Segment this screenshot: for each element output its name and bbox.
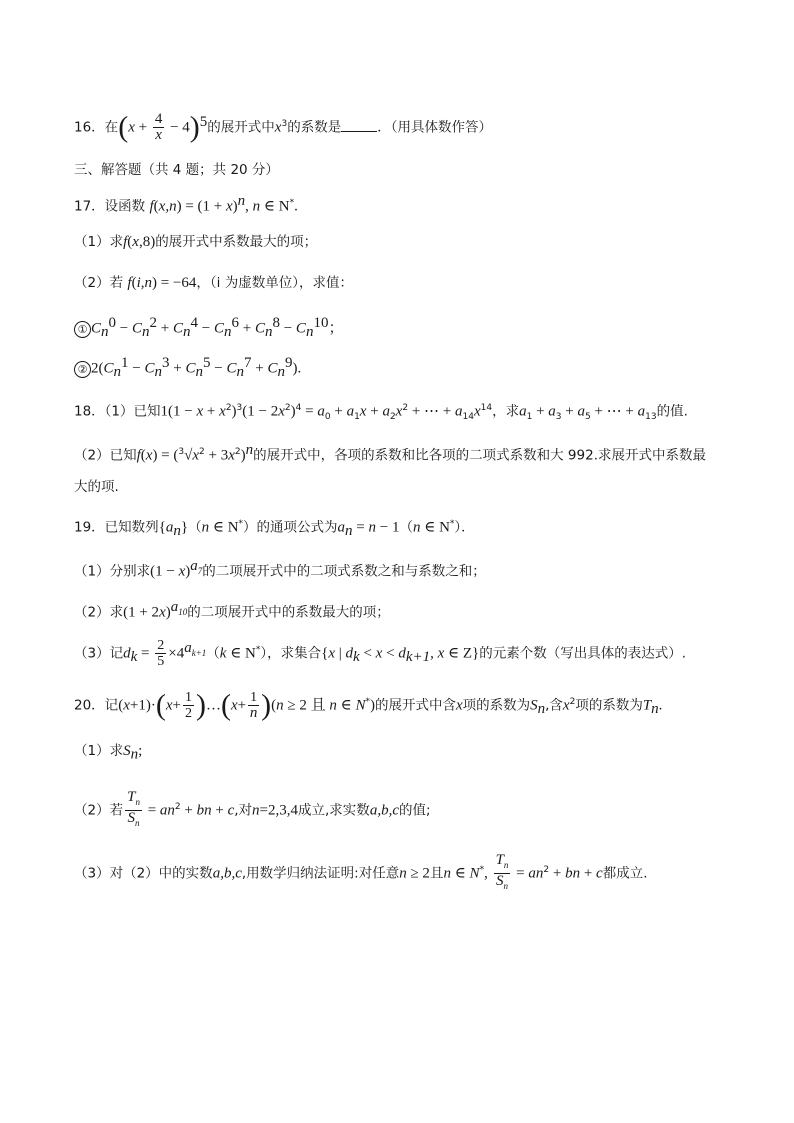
q18-part2-cont: 大的项. [74, 479, 119, 495]
section-title: 三、解答题（共 4 题；共 20 分） [74, 162, 279, 178]
q17-item2: ② $2(C_n^1 - C_n^3 + C_n^5 - C_n^7 + C_n^9)$. [74, 353, 734, 382]
circled-one: ① [74, 321, 91, 338]
q17-part1: （1）求f(x,8)的展开式中系数最大的项； [74, 234, 318, 250]
q17-item1: ① $C_n^0 - C_n^2 + C_n^4 - C_n^6 + C_n^8 - C_n^{10}$； [74, 313, 734, 342]
q20-part2: （2）若 $\frac{T_n}{S_n}$ = $an^2$ + bn + c,对n=2,3,4成立,求实数a,b,c的值; [74, 789, 431, 828]
q19-part1: （1）分别求$(1 - x)^{a_7}$的二项展开式中的二项式系数之和与系数之和； [74, 558, 486, 580]
answer-blank [341, 117, 377, 132]
question-18: 18．（1）已知$1(1 - x + x^2)^3(1 - 2x^2)^4 = a_0 + a_1x + a_2x^2$ + ⋯ + $a_{14}x^{14}$，求$a_1 + a_3 + a_5$ + ⋯ + $a_{13}$的值. [74, 403, 688, 423]
q20-part3: （3）对（2）中的实数a,b,c,用数学归纳法证明:对任意n ≥ 2且n ∈ N*, $\frac{T_n}{S_n}$ = $an^2$ + bn + c都成立. [74, 852, 648, 891]
q17-part2: （2）若 f(i,n) = −64，（i 为虚数单位），求值： [74, 275, 353, 291]
q19-part2: （2）求$(1 + 2x)^{a_{10}}$的二项展开式中的系数最大的项； [74, 599, 390, 621]
q20-part1: （1）求$S_n$; [74, 743, 143, 763]
question-20: 20．记(x+1)·(x+ $\frac{1}{2}$ )…(x+ $\frac{1}{n}$ )(n ≥ 2 且 n ∈ N*)的展开式中含x项的系数为$S_n$,含$x^2$项的系数为$T_n$. [74, 688, 663, 722]
circled-two: ② [74, 361, 91, 378]
q16-label: 16．在 [74, 119, 119, 136]
question-19: 19．已知数列$\{a_n\}(n$ ∈ N*）的通项公式为$a_n = n - 1(n$ ∈ N*）． [74, 519, 475, 540]
q18-part2: （2）已知$f(x) = (^3√x^2 + 3x^2)^n$的展开式中，各项的系数和比各项的二项式系数和大 992.求展开式中系数最 [74, 442, 706, 464]
question-16: 16．在(x + $\frac{4}{x}$ − 4)$^5$的展开式中$x^3$的系数是 ．（用具体数作答） [74, 110, 492, 144]
q19-part3: （3）记$d_k$ = $\frac{2}{5}$ $\times 4^{a_{k+1}}(k$ ∈ N*），求集合{x | $d_k < x < d_{k+1}$, x ∈ Z}的元素个数（写出具体的表达式）. [74, 638, 687, 669]
question-17: 17．设函数 $f(x,n) = (1 + x)^n$, n ∈ N*. [74, 193, 298, 215]
